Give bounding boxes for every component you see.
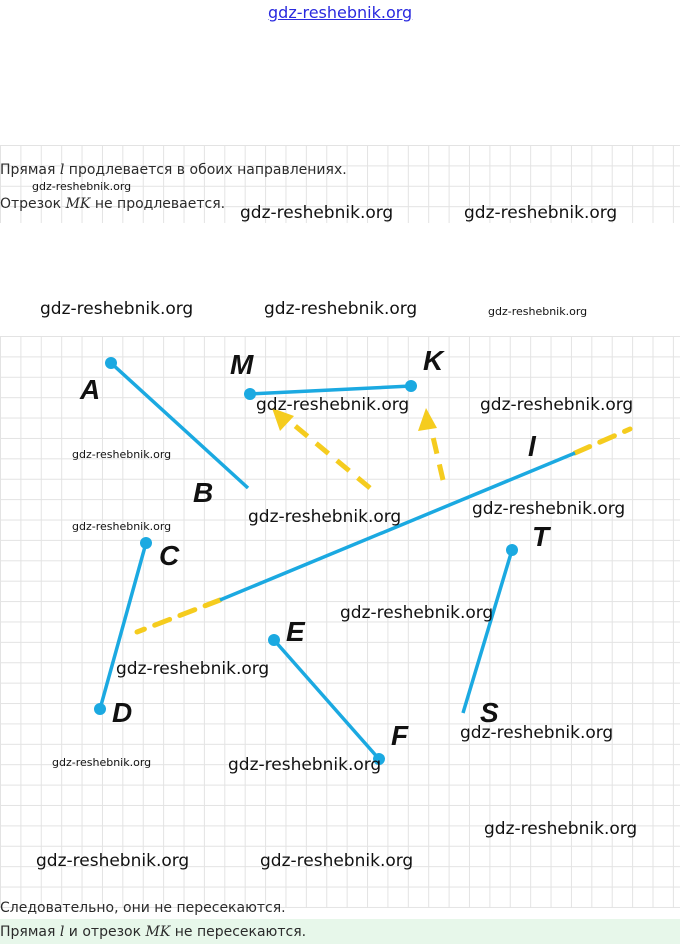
watermark: gdz-reshebnik.org [32,180,132,193]
label-k: K [423,345,444,376]
watermark: gdz-reshebnik.org [464,203,618,223]
watermark: gdz-reshebnik.org [72,520,172,533]
text-line-extended [0,162,347,178]
arrow-m-shaft [282,415,370,488]
label-m: M [230,349,254,380]
watermark: gdz-reshebnik.org [40,299,194,319]
segment-ab [111,363,248,488]
text-fragment: не продлевается. [90,196,226,212]
text-conclusion: Следовательно, они не пересекаются. [0,900,286,916]
label-e: E [286,616,305,647]
var-l: l [59,162,65,178]
point-t [506,544,518,556]
label-l: l [528,431,536,462]
watermark: gdz-reshebnik.org [256,395,410,415]
text-fragment: Прямая [0,924,60,940]
label-a: A [80,374,101,405]
label-t: T [532,521,550,552]
watermark: gdz-reshebnik.org [472,499,626,519]
label-s: S [480,697,499,728]
line-l-extension-right [575,429,630,453]
point-a [105,357,117,369]
watermark: gdz-reshebnik.org [260,851,414,871]
label-b: B [193,477,214,508]
watermark: gdz-reshebnik.org [480,395,634,415]
watermark: gdz-reshebnik.org [52,756,152,769]
arrow-k-shaft [430,424,443,480]
point-c [140,537,152,549]
watermark: gdz-reshebnik.org [484,819,638,839]
var-l: l [59,924,65,940]
watermark: gdz-reshebnik.org [228,755,382,775]
label-c: C [159,540,180,571]
point-e [268,634,280,646]
text-fragment: Отрезок [0,196,66,212]
segment-ef [274,640,379,759]
point-m [244,388,256,400]
watermark: gdz-reshebnik.org [116,659,270,679]
point-k [405,380,417,392]
label-d: D [112,697,133,728]
watermark: gdz-reshebnik.org [460,723,614,743]
segment-cd [100,543,146,709]
watermark: gdz-reshebnik.org [248,507,402,527]
point-d [94,703,106,715]
text-answer [0,924,306,940]
var-mk: MK [145,924,171,940]
text-fragment: продлевается в обоих направлениях. [64,162,347,178]
arrow-k-head [418,408,437,431]
var-mk: MK [65,196,91,212]
watermark: gdz-reshebnik.org [240,203,394,223]
text-fragment: не пересекаются. [170,924,307,940]
watermark: gdz-reshebnik.org [340,603,494,623]
watermark: gdz-reshebnik.org [36,851,190,871]
header-watermark[interactable]: gdz-reshebnik.org [268,3,413,22]
label-f: F [391,720,409,751]
text-fragment: Прямая [0,162,60,178]
text-fragment: и отрезок [64,924,146,940]
watermark: gdz-reshebnik.org [72,448,172,461]
watermark: gdz-reshebnik.org [264,299,418,319]
watermark: gdz-reshebnik.org [488,305,588,318]
segment-mk [250,386,411,394]
text-line-not-extended [0,196,225,212]
line-l-extension-left [137,600,220,632]
segment-st [463,550,512,713]
